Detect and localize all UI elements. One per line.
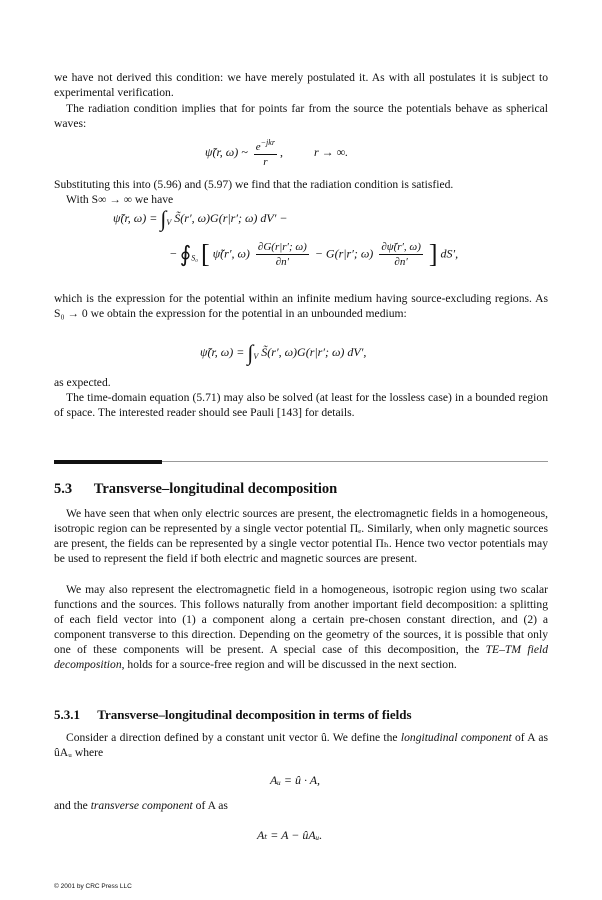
equation-potential-unbounded: ψ̃(r, $\omega) = \int_V$ S̃(r′, ω)G(r|r′; ω) dV′, xyxy=(200,340,367,365)
equation-transverse: Aₜ = A − ûAᵤ. xyxy=(257,828,323,842)
equation-potential-surface-term: − $∮_{S_0}$ [ ψ̃(r′, ω) $\frac{\partial G(r|r'; \omega)}{\partial n'}$ − G(r|r′; ω) $\frac{\partial\psĩ(r', \omega)}{\partial n'}$ ] dS′, xyxy=(170,239,459,269)
subsection-title: Transverse–longitudinal decomposition in terms of fields xyxy=(97,707,412,722)
paragraph-10: Consider a direction defined by a constant unit vector û. We define the longitudinal component of A as ûAᵤ where xyxy=(54,731,548,759)
paragraph-6: as expected. xyxy=(54,376,111,389)
paragraph-11: and the transverse component of A as xyxy=(54,799,228,812)
section-title: Transverse–longitudinal decomposition xyxy=(93,481,338,497)
equation-longitudinal: Aᵤ = û · A, xyxy=(270,773,321,787)
paragraph-4: With S∞ → ∞ we have xyxy=(66,193,174,206)
paragraph-5: which is the expression for the potential within an infinite medium having source-excluding regions. As S₀ → 0 we obtain the expression for the potential in an unbounded medium: xyxy=(54,292,548,320)
paragraph-8: We have seen that when only electric sources are present, the electromagnetic fields in a homogeneous, isotropic region can be represented by a single vector potential Πₑ. Similarly, when only magnetic sources are present, the fields can be represented by a single vector potential Πₕ. Hence two vector potentials may be used to represent the field if both electric and magnetic sources are present. xyxy=(54,507,548,565)
paragraph-7: The time-domain equation (5.71) may also be solved (at least for the lossless case) in a bounded region of space. The interested reader should see Pauli [143] for details. xyxy=(54,391,548,419)
paragraph-2: The radiation condition implies that for points far from the source the potentials behave as spherical waves: xyxy=(54,102,548,130)
subsection-number: 5.3.1 xyxy=(54,707,80,722)
paragraph-9: We may also represent the electromagnetic field in a homogeneous, isotropic region using two scalar functions and the sources. This follows naturally from another important field decomposition: a splitting of each field vector into (1) a component along a certain pre-chosen constant direction, and (2) a component transverse to this direction. Depending on the geometry of the sources, it is possible that only one of these components will be present. A special case of this decomposition, the TE–TM field decomposition, holds for a source-free region and will be discussed in the next section. xyxy=(54,583,548,671)
equation-potential-source-excluding: ψ̃(r, $\omega) = \int_V$ S̃(r′, ω)G(r|r′; ω) dV′ − xyxy=(113,206,288,231)
copyright-footer: © 2001 by CRC Press LLC xyxy=(54,883,132,890)
section-heading xyxy=(54,481,337,498)
subsection-heading xyxy=(54,707,412,723)
paragraph-3: Substituting this into (5.96) and (5.97) we find that the radiation condition is satisfied. xyxy=(54,178,454,191)
section-rule-accent xyxy=(54,460,162,464)
section-number: 5.3 xyxy=(54,481,73,497)
equation-spherical-wave: ψ̃(r, ω) ~ $\frac{e^{-jkr}}{r}$ , r → ∞. xyxy=(205,138,349,168)
paragraph-1: we have not derived this condition: we have merely postulated it. As with all postulates it is subject to experimental verification. xyxy=(54,71,548,99)
